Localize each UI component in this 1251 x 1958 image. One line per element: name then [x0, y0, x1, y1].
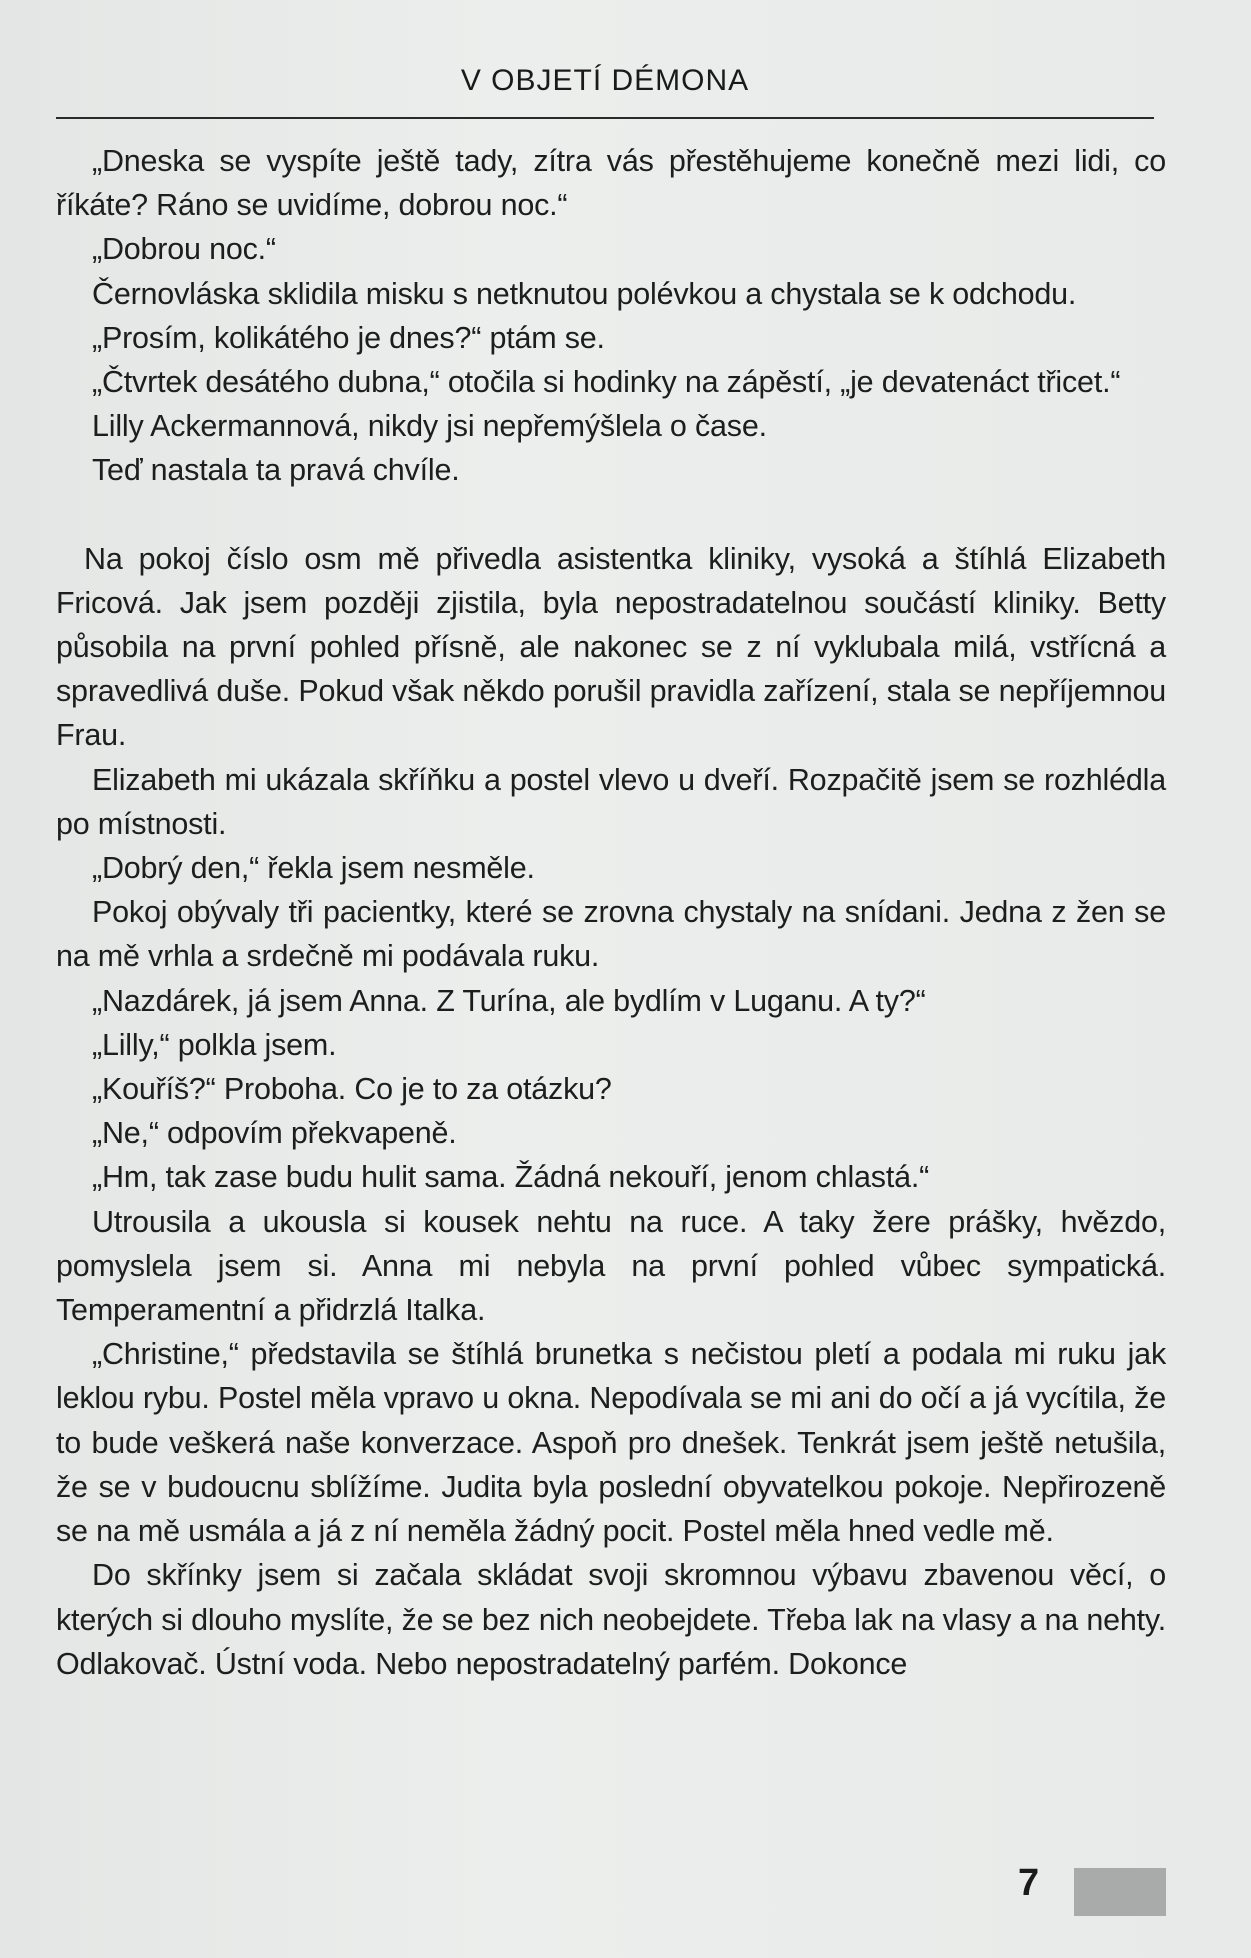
paragraph: „Kouříš?“ Proboha. Co je to za otázku? — [92, 1072, 612, 1107]
paragraph: Do skřínky jsem si začala skládat svoji skromnou výbavu zbavenou věcí, o kterých si dlouho myslíte, že se bez nich neobejdete. Třeba lak na vlasy a na nehty. Odlakovač. Ústní voda. Nebo nepostradatelný parfém. Dokonce — [56, 1558, 1166, 1681]
body-text — [56, 139, 1166, 1686]
paragraph: „Dobrý den,“ řekla jsem nesměle. — [92, 851, 535, 886]
paragraph: Pokoj obývaly tři pacientky, které se zrovna chystaly na snídani. Jedna z žen se na mě vrhla a srdečně mi podávala ruku. — [56, 895, 1166, 974]
paragraph: „Prosím, kolikátého je dnes?“ ptám se. — [92, 320, 605, 355]
page-number-tab — [1074, 1868, 1166, 1916]
paragraph: „Lilly,“ polkla jsem. — [92, 1027, 337, 1062]
paragraph: Teď nastala ta pravá chvíle. — [92, 453, 460, 488]
paragraph: „Nazdárek, já jsem Anna. Z Turína, ale bydlím v Luganu. A ty?“ — [92, 983, 926, 1018]
paragraph: „Dobrou noc.“ — [92, 232, 276, 267]
paragraph: Utrousila a ukousla si kousek nehtu na ruce. A taky žere prášky, hvězdo, pomyslela jsem si. Anna mi nebyla na první pohled vůbec sympatická. Temperamentní a přidrzlá Italka. — [56, 1204, 1166, 1328]
paragraph: „Hm, tak zase budu hulit sama. Žádná nekouří, jenom chlastá.“ — [92, 1160, 930, 1195]
paragraph: Lilly Ackermannová, nikdy jsi nepřemýšlela o čase. — [92, 409, 767, 444]
paragraph: „Christine,“ představila se štíhlá brunetka s nečistou pletí a podala mi ruku jak leklou rybu. Postel měla vpravo u okna. Nepodívala se mi ani do očí a já vycítila, že to bude veškerá naše konverzace. Aspoň pro dnešek. Tenkrát jsem ještě netušila, že se v budoucnu sblížíme. Judita byla poslední obyvatelkou pokoje. Nepřirozeně se na mě usmála a já z ní neměla žádný pocit. Postel měla hned vedle mě. — [56, 1337, 1166, 1549]
paragraph: Černovláska sklidila misku s netknutou polévkou a chystala se k odchodu. — [92, 276, 1077, 311]
running-head: V OBJETÍ DÉMONA — [460, 64, 750, 97]
paragraph: „Ne,“ odpovím překvapeně. — [92, 1116, 457, 1151]
section-break — [56, 493, 1166, 537]
page-number: 7 — [1018, 1862, 1040, 1904]
paragraph: Elizabeth mi ukázala skříňku a postel vlevo u dveří. Rozpačitě jsem se rozhlédla po místnosti. — [56, 762, 1166, 841]
paragraph: „Dneska se vyspíte ještě tady, zítra vás přestěhujeme konečně mezi lidi, co říkáte? Ráno se uvidíme, dobrou noc.“ — [56, 144, 1166, 223]
paragraph: Na pokoj číslo osm mě přivedla asistentka kliniky, vysoká a štíhlá Elizabeth Fricová. Jak jsem později zjistila, byla nepostradatelnou součástí kliniky. Betty působila na první pohled přísně, ale nakonec se z ní vyklubala milá, vstřícná a spravedlivá duše. Pokud však někdo porušil pravidla zařízení, stala se nepříjemnou Frau. — [56, 541, 1166, 753]
paragraph: „Čtvrtek desátého dubna,“ otočila si hodinky na zápěstí, „je devatenáct třicet.“ — [92, 365, 1121, 400]
header-rule — [56, 117, 1154, 119]
